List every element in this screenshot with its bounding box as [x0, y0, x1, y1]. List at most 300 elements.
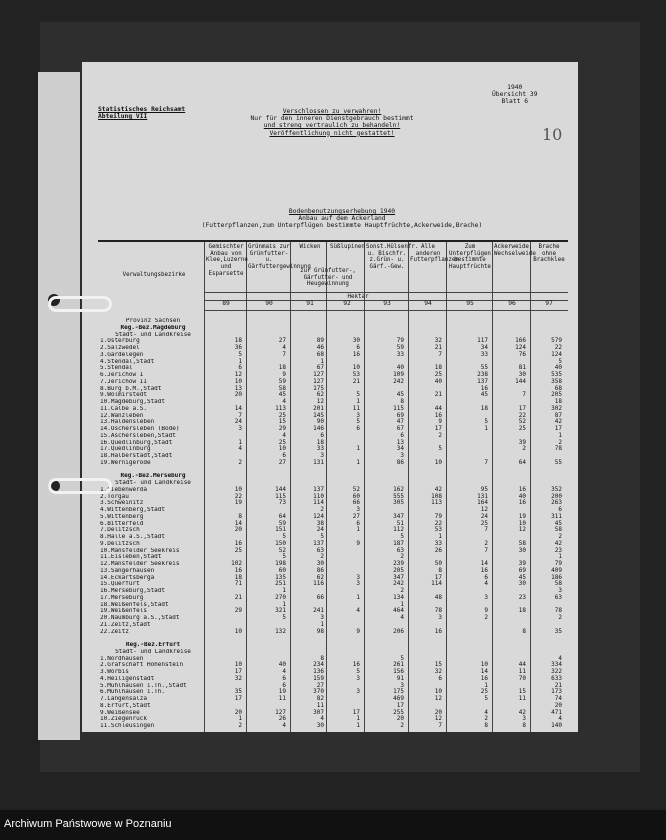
district-name: 6.Jerichow I — [100, 372, 144, 378]
table-cell — [494, 325, 526, 332]
table-cell — [330, 318, 360, 325]
table-cell: 7 — [238, 411, 242, 419]
table-cell — [448, 413, 488, 420]
district-name — [100, 467, 206, 474]
table-cell: 78 — [434, 607, 442, 615]
table-cell: 4 — [320, 715, 324, 723]
column-number: 94 — [424, 300, 432, 307]
table-cell: 38 — [316, 519, 324, 527]
table-cell: 74 — [554, 695, 562, 702]
district-name: 14.Oschersleben (Bode) — [100, 426, 180, 432]
table-cell: 5 — [320, 533, 324, 540]
table-cell: 71 — [234, 580, 242, 588]
district-name: 5.Wittenberg — [100, 513, 144, 520]
table-cell — [248, 642, 286, 649]
table-cell: 4 — [282, 668, 286, 675]
table-cell: 12 — [480, 506, 488, 513]
table-cell: 23 — [518, 593, 526, 601]
table-cell: 10 — [234, 485, 242, 493]
table-cell: 89 — [316, 337, 324, 345]
table-cell — [206, 635, 242, 642]
table-cell — [448, 629, 488, 636]
table-cell: 3 — [356, 688, 360, 696]
table-cell: 471 — [551, 708, 562, 716]
table-cell — [494, 467, 526, 474]
table-cell: 2 — [400, 722, 404, 729]
table-cell: 19 — [518, 512, 526, 520]
table-cell: 3 — [522, 715, 526, 723]
table-cell: 6 — [320, 431, 324, 439]
table-cell: 51 — [396, 519, 404, 527]
table-cell: 140 — [551, 722, 562, 729]
table-cell: 17 — [234, 668, 242, 675]
table-cell: 4 — [282, 344, 286, 351]
table-cell: 352 — [551, 485, 562, 493]
district-name: 8.Erfurt,Stadt — [100, 702, 151, 709]
table-cell — [410, 635, 442, 642]
table-cell — [366, 642, 404, 649]
column-number: 91 — [306, 300, 314, 307]
table-cell — [366, 473, 404, 480]
column-divider — [492, 242, 493, 732]
data-column — [248, 318, 286, 730]
table-cell: 162 — [393, 485, 404, 493]
table-cell: 137 — [313, 539, 324, 547]
table-cell: 1 — [356, 526, 360, 534]
table-cell: 39 — [518, 560, 526, 567]
table-cell: 12 — [518, 526, 526, 534]
district-name: 7.Delitzsch — [100, 527, 140, 534]
table-cell: 9 — [356, 539, 360, 547]
table-cell: 1 — [282, 600, 286, 608]
table-cell: 113 — [275, 404, 286, 412]
table-cell — [448, 433, 488, 440]
table-cell: 39 — [518, 438, 526, 446]
table-cell: 6 — [356, 344, 360, 351]
table-cell — [448, 446, 488, 453]
table-cell — [532, 318, 562, 325]
table-cell: 116 — [313, 580, 324, 588]
table-cell — [292, 642, 324, 649]
table-cell — [330, 548, 360, 555]
table-cell: 1 — [356, 722, 360, 729]
district-name: 11.Calbe a.S. — [100, 405, 147, 412]
table-cell — [330, 649, 360, 656]
table-cell: 18 — [278, 364, 286, 372]
table-cell: 347 — [393, 573, 404, 581]
district-name: 1.Nordhausen — [100, 655, 144, 662]
table-cell: 166 — [515, 337, 526, 345]
table-cell: 144 — [275, 485, 286, 493]
table-cell: 9 — [356, 627, 360, 635]
table-cell — [448, 588, 488, 595]
district-name: 1.Osterburg — [100, 338, 140, 345]
table-cell: 1 — [400, 600, 404, 608]
table-cell — [330, 561, 360, 568]
table-cell — [330, 615, 360, 622]
column-number: 97 — [545, 300, 553, 307]
table-cell: 25 — [434, 371, 442, 378]
table-cell — [292, 325, 324, 332]
table-cell — [248, 473, 286, 480]
table-cell: 5 — [356, 418, 360, 426]
district-name: 18.Halberstadt,Stadt — [100, 453, 173, 459]
notice-line-2: Nur für den inneren Dienstgebrauch bestimmt — [250, 115, 414, 123]
table-cell: 30 — [316, 560, 324, 567]
table-cell: 535 — [551, 371, 562, 378]
header-rule — [204, 310, 568, 311]
table-cell: 90 — [316, 418, 324, 426]
data-column — [206, 318, 242, 730]
district-name: 4.Heiligenstadt — [100, 675, 155, 682]
table-cell: 87 — [554, 411, 562, 419]
table-cell — [330, 696, 360, 703]
table-cell — [448, 318, 488, 325]
table-cell: 42 — [434, 485, 442, 493]
table-cell: 1 — [356, 398, 360, 405]
table-cell: 6 — [558, 506, 562, 513]
table-cell: 2 — [400, 587, 404, 594]
table-cell: 35 — [554, 627, 562, 635]
table-cell: 1 — [356, 458, 360, 466]
table-cell: 66 — [316, 593, 324, 601]
table-cell: 69 — [518, 566, 526, 574]
table-cell: 2 — [522, 445, 526, 453]
table-cell: 307 — [313, 708, 324, 716]
table-cell: 58 — [554, 580, 562, 588]
table-cell: 12 — [234, 371, 242, 378]
table-cell: 4 — [282, 431, 286, 439]
subheader: zur Grünfutter-, Gärfutter- und Heugewinnung — [300, 268, 356, 288]
column-header: Ackerweide, Wechselweide — [494, 244, 536, 257]
table-cell: 5 — [400, 533, 404, 540]
table-cell: 29 — [234, 607, 242, 615]
table-cell: 239 — [393, 560, 404, 567]
table-cell: 14 — [234, 519, 242, 527]
table-cell — [330, 433, 360, 440]
table-cell: 10 — [234, 377, 242, 385]
table-cell — [248, 318, 286, 325]
header-rule — [204, 292, 568, 293]
district-name: 19.Weißenfels — [100, 608, 147, 615]
table-cell: 124 — [313, 512, 324, 520]
table-cell: 5 — [484, 418, 488, 426]
table-cell: 370 — [313, 688, 324, 696]
column-header: Süßlupinen — [330, 244, 365, 250]
table-cell: 145 — [313, 411, 324, 419]
column-divider — [530, 242, 531, 732]
table-cell: 2 — [238, 458, 242, 466]
table-cell: 109 — [393, 371, 404, 378]
table-cell — [206, 318, 242, 325]
table-cell — [292, 318, 324, 325]
table-cell: 3 — [356, 580, 360, 588]
table-cell: 18 — [518, 607, 526, 615]
table-cell: 198 — [275, 560, 286, 567]
table-cell: 17 — [434, 573, 442, 581]
table-cell: 2 — [484, 614, 488, 621]
table-cell: 5 — [238, 350, 242, 358]
district-name: 15.Querfurt — [100, 581, 140, 588]
table-cell — [366, 318, 404, 325]
header-right — [492, 84, 538, 106]
table-cell — [292, 635, 324, 642]
table-cell: 241 — [313, 607, 324, 615]
table-cell: 11 — [518, 668, 526, 675]
title-line-1: Bodenbenutzungserhebung 1940 — [288, 208, 396, 215]
table-cell — [494, 642, 526, 649]
table-cell — [330, 554, 360, 561]
table-cell — [410, 649, 442, 656]
table-cell: 11 — [278, 695, 286, 702]
table-cell: 58 — [278, 384, 286, 392]
table-cell: 114 — [313, 499, 324, 507]
table-cell: 1 — [558, 431, 562, 439]
table-cell: 33 — [434, 539, 442, 547]
district-name: 11.Eisleben,Stadt — [100, 554, 162, 561]
table-cell — [206, 473, 242, 480]
table-cell: 255 — [393, 708, 404, 716]
table-cell: 5 — [484, 695, 488, 702]
district-name: 7.Langensalza — [100, 696, 147, 702]
table-cell: 66 — [352, 499, 360, 507]
table-cell — [410, 642, 442, 649]
table-cell: 25 — [234, 546, 242, 554]
table-cell: 79 — [396, 337, 404, 345]
district-name: 2.Salzwedel — [100, 345, 140, 351]
table-cell: 22 — [554, 344, 562, 351]
table-cell: 242 — [393, 580, 404, 588]
district-name: 16.Quedlinburg,Stadt — [100, 439, 173, 446]
department-line: Abteilung VII — [98, 113, 148, 121]
table-cell — [410, 467, 442, 474]
district-name: 8.Burg b.M.,Stadt — [100, 385, 162, 392]
table-cell: 63 — [316, 546, 324, 554]
table-cell: 175 — [393, 688, 404, 696]
table-cell: 59 — [278, 377, 286, 385]
column-number: 95 — [466, 300, 474, 307]
table-cell: 24 — [234, 418, 242, 426]
table-cell: 2 — [558, 614, 562, 621]
table-cell — [206, 325, 242, 332]
table-cell: 164 — [477, 499, 488, 507]
table-cell: 3 — [356, 674, 360, 682]
table-cell: 7 — [484, 546, 488, 554]
table-cell: 2 — [438, 431, 442, 439]
table-cell — [206, 649, 242, 656]
table-cell: 187 — [393, 539, 404, 547]
data-column — [448, 318, 488, 730]
table-cell: 86 — [316, 566, 324, 574]
table-cell: 10 — [434, 458, 442, 466]
table-cell: 18 — [316, 438, 324, 446]
table-cell: 16 — [518, 499, 526, 507]
table-cell: 16 — [480, 566, 488, 574]
table-cell: 10 — [352, 364, 360, 372]
district-name: Reg.-Bez.Erfurt — [125, 642, 181, 648]
table-cell: 124 — [515, 344, 526, 351]
district-name: 12.Wanzleben — [100, 412, 144, 419]
table-cell: 3 — [320, 452, 324, 459]
table-cell: 6 — [282, 452, 286, 459]
table-cell: 2 — [320, 506, 324, 513]
table-cell — [248, 325, 286, 332]
table-cell: 81 — [518, 364, 526, 372]
table-cell: 115 — [393, 404, 404, 412]
table-cell: 1 — [320, 357, 324, 365]
table-cell: 24 — [480, 512, 488, 520]
table-cell: 34 — [480, 344, 488, 351]
district-name: Provinz Sachsen — [125, 318, 181, 324]
table-cell: 20 — [234, 708, 242, 716]
table-cell: 7 — [484, 458, 488, 466]
table-cell: 347 — [393, 512, 404, 520]
district-name: 13.Haldensleben — [100, 419, 155, 426]
district-name: 7.Jerichow II — [100, 378, 147, 385]
table-cell: 45 — [480, 391, 488, 399]
table-cell: 62 — [316, 573, 324, 581]
table-cell — [494, 635, 526, 642]
table-cell: 205 — [393, 566, 404, 574]
district-name: 3.Worbis — [100, 669, 129, 675]
column-header: Brache ohne Brachklee — [533, 244, 565, 264]
table-cell: 55 — [554, 458, 562, 466]
table-cell: 2 — [484, 715, 488, 723]
table-cell: 27 — [278, 458, 286, 466]
table-cell: 68 — [316, 350, 324, 358]
table-cell: 115 — [275, 492, 286, 500]
district-name: Reg.-Bez.Merseburg — [120, 473, 186, 480]
table-cell: 10 — [234, 661, 242, 669]
table-cell: 19 — [278, 688, 286, 696]
district-name: 17.Quedlinburg — [100, 446, 151, 453]
table-cell — [330, 635, 360, 642]
table-cell: 36 — [234, 344, 242, 351]
table-cell: 1 — [484, 681, 488, 689]
table-cell: 45 — [554, 519, 562, 527]
table-cell: 11 — [352, 404, 360, 412]
table-cell: 8 — [320, 654, 324, 662]
table-cell: 131 — [313, 458, 324, 466]
table-cell: 3 — [320, 614, 324, 621]
table-cell: 67 — [396, 425, 404, 432]
data-column — [410, 318, 442, 730]
table-cell: 251 — [275, 580, 286, 588]
table-cell: 86 — [396, 458, 404, 466]
table-cell: 8 — [522, 627, 526, 635]
table-cell: 6 — [282, 674, 286, 682]
table-cell: 127 — [313, 371, 324, 378]
column-divider — [408, 242, 409, 732]
table-cell: 48 — [434, 593, 442, 601]
table-cell: 1 — [356, 715, 360, 723]
table-cell: 150 — [275, 539, 286, 547]
table-cell: 3 — [484, 593, 488, 601]
table-cell: 30 — [518, 580, 526, 588]
table-cell: 21 — [234, 593, 242, 601]
table-cell: 206 — [393, 627, 404, 635]
district-name: 3.Gardelegen — [100, 351, 144, 358]
table-cell: 27 — [352, 512, 360, 520]
data-column — [292, 318, 324, 730]
column-numbers — [98, 300, 568, 309]
table-cell: 79 — [434, 512, 442, 520]
table-cell: 12 — [434, 715, 442, 723]
table-cell: 409 — [551, 566, 562, 574]
district-name: 4.Stendal,Stadt — [100, 358, 155, 365]
table-cell: 69 — [396, 411, 404, 419]
table-cell — [448, 602, 488, 609]
table-cell: 3 — [438, 614, 442, 621]
table-cell: 114 — [431, 580, 442, 588]
table-cell — [330, 473, 360, 480]
table-cell: 16 — [234, 566, 242, 574]
table-cell: 27 — [278, 337, 286, 345]
table-cell: 15 — [434, 661, 442, 669]
table-cell — [448, 642, 488, 649]
table-cell: 45 — [278, 391, 286, 399]
archive-credit: Archiwum Państwowe w Poznaniu — [4, 818, 172, 830]
district-name: 2.Torgau — [100, 493, 129, 500]
table-cell: 9 — [438, 418, 442, 426]
table-cell: 261 — [393, 661, 404, 669]
table-cell: 33 — [316, 445, 324, 453]
table-cell: 42 — [554, 418, 562, 426]
table-cell: 135 — [275, 573, 286, 581]
table-cell: 234 — [313, 661, 324, 669]
table-cell — [410, 318, 442, 325]
table-cell: 4 — [238, 445, 242, 453]
table-cell: 6 — [356, 519, 360, 527]
table-cell: 7 — [438, 350, 442, 358]
table-cell: 110 — [313, 492, 324, 500]
table-cell: 14 — [480, 560, 488, 567]
notice-line-3: und streng vertraulich zu behandeln! — [263, 122, 401, 130]
table-cell: 16 — [480, 384, 488, 392]
table-cell — [448, 649, 488, 656]
table-cell: 4 — [558, 654, 562, 662]
table-cell — [292, 473, 324, 480]
table-cell: 205 — [551, 391, 562, 399]
column-number: 89 — [222, 300, 230, 307]
district-name: 9.Delitzsch — [100, 540, 140, 547]
table-cell: 302 — [551, 404, 562, 412]
table-cell: 23 — [554, 546, 562, 554]
table-cell: 10 — [518, 519, 526, 527]
data-column — [366, 318, 404, 730]
table-title — [172, 208, 512, 230]
district-name: 1.Liebenwerda — [100, 486, 147, 493]
table-cell: 40 — [518, 492, 526, 500]
table-cell: 8 — [484, 722, 488, 729]
table-cell — [330, 642, 360, 649]
table-cell: 21 — [554, 681, 562, 689]
table-cell — [448, 440, 488, 447]
table-cell — [448, 534, 488, 541]
table-cell: 14 — [480, 668, 488, 675]
table-cell — [532, 325, 562, 332]
table-cell: 59 — [396, 344, 404, 351]
column-number: 90 — [265, 300, 273, 307]
notice-line-1: Verschlossen zu verwahren! — [282, 108, 382, 115]
table-cell: 137 — [313, 485, 324, 493]
table-cell — [366, 467, 404, 474]
table-cell — [532, 467, 562, 474]
table-cell: 9 — [282, 371, 286, 378]
year: 1940 — [507, 84, 523, 91]
table-cell: 633 — [551, 674, 562, 682]
table-cell: 8 — [400, 398, 404, 405]
